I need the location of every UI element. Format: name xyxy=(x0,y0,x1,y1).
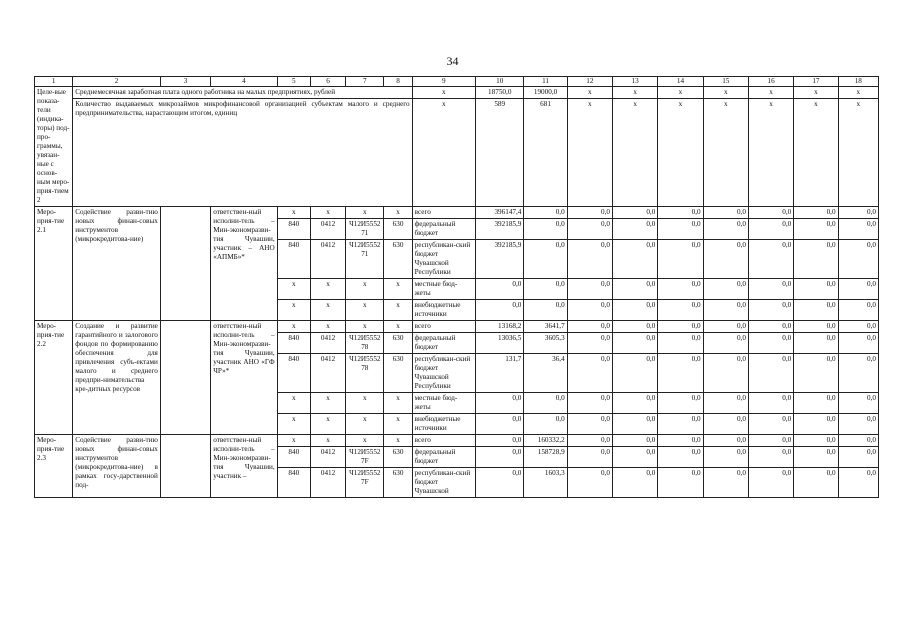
amount-cell: 0,0 xyxy=(613,468,658,498)
amount-cell: 0,0 xyxy=(748,207,793,219)
amount-cell: 0,0 xyxy=(476,435,524,447)
code-cell: x xyxy=(310,300,345,321)
measure-title: Создание и развитие гарантийного и залогового фондов по формированию обеспечения для привлечения субъ-ектами малого и среднего предпри-нимательства кре-дитных ресурсов xyxy=(73,321,161,435)
amount-cell: 0,0 xyxy=(748,393,793,414)
amount-cell: 0,0 xyxy=(794,354,838,393)
code-cell: 840 xyxy=(277,219,310,240)
indicator-value: x xyxy=(567,99,612,207)
amount-cell: 0,0 xyxy=(613,393,658,414)
code-cell: Ч12И5552 7F xyxy=(346,468,384,498)
funding-source: федеральный бюджет xyxy=(412,219,475,240)
amount-cell: 0,0 xyxy=(658,468,703,498)
measure-title: Содействие разви-тию новых финан-совых инструментов (микрокредитова-ние) в рамках госу-дарственной под- xyxy=(73,435,161,498)
measure-executor: ответствен-ный исполни-тель – Мин-экономразви-тия Чувашии, участник – xyxy=(211,435,277,498)
amount-cell: 0,0 xyxy=(524,219,567,240)
code-cell: Ч12И5552 71 xyxy=(346,219,384,240)
code-cell: x xyxy=(384,393,412,414)
empty-cell xyxy=(160,321,210,435)
funding-source: внебюджетные источники xyxy=(412,414,475,435)
amount-cell: 0,0 xyxy=(703,219,748,240)
funding-source: внебюджетные источники xyxy=(412,300,475,321)
measure-row xyxy=(35,321,879,333)
code-cell: x xyxy=(346,300,384,321)
funding-source: республикан-ский бюджет Чувашской Республики xyxy=(412,354,475,393)
amount-cell: 0,0 xyxy=(748,219,793,240)
indicator-value: x xyxy=(794,99,838,207)
amount-cell: 0,0 xyxy=(524,414,567,435)
amount-cell: 0,0 xyxy=(794,279,838,300)
measure-row xyxy=(35,207,879,219)
amount-cell: 0,0 xyxy=(613,333,658,354)
funding-source: федеральный бюджет xyxy=(412,333,475,354)
amount-cell: 0,0 xyxy=(838,354,878,393)
amount-cell: 0,0 xyxy=(794,300,838,321)
amount-cell: 0,0 xyxy=(703,333,748,354)
amount-cell: 0,0 xyxy=(613,321,658,333)
amount-cell: 0,0 xyxy=(524,240,567,279)
code-cell: x xyxy=(346,393,384,414)
indicator-row xyxy=(35,87,879,99)
code-cell: 840 xyxy=(277,333,310,354)
code-cell: x xyxy=(384,300,412,321)
amount-cell: 0,0 xyxy=(613,207,658,219)
amount-cell: 0,0 xyxy=(748,300,793,321)
funding-source: республикан-ский бюджет Чувашской Республики xyxy=(412,240,475,279)
indicator-value: x xyxy=(748,87,793,99)
amount-cell: 0,0 xyxy=(703,240,748,279)
amount-cell: 0,0 xyxy=(794,321,838,333)
code-cell: x xyxy=(277,300,310,321)
amount-cell: 0,0 xyxy=(567,447,612,468)
indicator-row xyxy=(35,99,879,207)
amount-cell: 0,0 xyxy=(838,279,878,300)
code-cell: 840 xyxy=(277,447,310,468)
funding-source: всего xyxy=(412,207,475,219)
amount-cell: 0,0 xyxy=(658,321,703,333)
code-cell: x xyxy=(310,279,345,300)
amount-cell: 0,0 xyxy=(703,393,748,414)
code-cell: x xyxy=(310,393,345,414)
amount-cell: 0,0 xyxy=(658,393,703,414)
code-cell: x xyxy=(277,321,310,333)
column-number: 16 xyxy=(748,77,793,87)
column-number-row xyxy=(35,77,879,87)
program-table xyxy=(34,76,879,498)
amount-cell: 0,0 xyxy=(567,219,612,240)
amount-cell: 0,0 xyxy=(703,435,748,447)
code-cell: x xyxy=(384,414,412,435)
amount-cell: 0,0 xyxy=(748,321,793,333)
amount-cell: 0,0 xyxy=(567,321,612,333)
indicator-value: x xyxy=(613,87,658,99)
column-number: 10 xyxy=(476,77,524,87)
amount-cell: 0,0 xyxy=(703,468,748,498)
empty-cell xyxy=(160,435,210,498)
amount-cell: 0,0 xyxy=(838,240,878,279)
funding-source: федеральный бюджет xyxy=(412,447,475,468)
amount-cell: 0,0 xyxy=(794,447,838,468)
amount-cell: 392185,9 xyxy=(476,240,524,279)
column-number: 2 xyxy=(73,77,161,87)
amount-cell: 13168,2 xyxy=(476,321,524,333)
code-cell: 0412 xyxy=(310,333,345,354)
page-number: 34 xyxy=(446,54,459,68)
amount-cell: 0,0 xyxy=(567,354,612,393)
amount-cell: 0,0 xyxy=(794,240,838,279)
amount-cell: 0,0 xyxy=(703,321,748,333)
amount-cell: 0,0 xyxy=(613,279,658,300)
amount-cell: 0,0 xyxy=(658,333,703,354)
column-number: 3 xyxy=(160,77,210,87)
amount-cell: 0,0 xyxy=(838,393,878,414)
indicator-value: 681 xyxy=(524,99,567,207)
column-number: 9 xyxy=(412,77,475,87)
measure-label: Меро-прия-тие 2.3 xyxy=(35,435,73,498)
amount-cell: 0,0 xyxy=(748,279,793,300)
code-cell: 0412 xyxy=(310,354,345,393)
measure-executor: ответствен-ный исполни-тель – Мин-экономразви-тия Чувашии, участник АНО «ГФ ЧР»* xyxy=(211,321,277,435)
code-cell: x xyxy=(346,321,384,333)
amount-cell: 0,0 xyxy=(838,447,878,468)
code-cell: 630 xyxy=(384,240,412,279)
funding-source: местные бюд-жеты xyxy=(412,393,475,414)
amount-cell: 131,7 xyxy=(476,354,524,393)
measure-row xyxy=(35,435,879,447)
amount-cell: 1603,3 xyxy=(524,468,567,498)
amount-cell: 0,0 xyxy=(567,393,612,414)
code-cell: 0412 xyxy=(310,240,345,279)
code-cell: x xyxy=(310,435,345,447)
amount-cell: 0,0 xyxy=(794,393,838,414)
amount-cell: 0,0 xyxy=(658,354,703,393)
amount-cell: 0,0 xyxy=(703,279,748,300)
code-cell: x xyxy=(384,207,412,219)
empty-cell xyxy=(160,207,210,321)
column-number: 12 xyxy=(567,77,612,87)
indicator-value: x xyxy=(412,99,475,207)
amount-cell: 0,0 xyxy=(524,393,567,414)
amount-cell: 0,0 xyxy=(658,435,703,447)
code-cell: 840 xyxy=(277,240,310,279)
amount-cell: 0,0 xyxy=(524,279,567,300)
code-cell: x xyxy=(310,414,345,435)
amount-cell: 0,0 xyxy=(748,354,793,393)
amount-cell: 0,0 xyxy=(748,333,793,354)
code-cell: 630 xyxy=(384,219,412,240)
amount-cell: 0,0 xyxy=(658,219,703,240)
code-cell: x xyxy=(277,279,310,300)
amount-cell: 0,0 xyxy=(476,414,524,435)
amount-cell: 0,0 xyxy=(794,468,838,498)
code-cell: x xyxy=(277,414,310,435)
amount-cell: 0,0 xyxy=(703,447,748,468)
amount-cell: 0,0 xyxy=(567,279,612,300)
code-cell: x xyxy=(384,279,412,300)
code-cell: x xyxy=(384,321,412,333)
code-cell: 0412 xyxy=(310,447,345,468)
code-cell: x xyxy=(277,435,310,447)
amount-cell: 392185,9 xyxy=(476,219,524,240)
column-number: 8 xyxy=(384,77,412,87)
code-cell: 630 xyxy=(384,447,412,468)
indicators-label: Целе-вые показа-тели (индика-торы) под-про-граммы, увязан-ные с основ-ным меро-прия-тием 2 xyxy=(35,87,73,207)
amount-cell: 0,0 xyxy=(703,354,748,393)
measure-label: Меро-прия-тие 2.1 xyxy=(35,207,73,321)
indicator-value: x xyxy=(838,87,878,99)
amount-cell: 0,0 xyxy=(658,300,703,321)
code-cell: x xyxy=(384,435,412,447)
measure-label: Меро-прия-тие 2.2 xyxy=(35,321,73,435)
column-number: 4 xyxy=(211,77,277,87)
code-cell: x xyxy=(346,279,384,300)
amount-cell: 0,0 xyxy=(613,435,658,447)
amount-cell: 0,0 xyxy=(567,240,612,279)
measure-title: Содействие разви-тию новых финан-совых инструментов (микрокредитова-ние) xyxy=(73,207,161,321)
amount-cell: 0,0 xyxy=(476,279,524,300)
code-cell: x xyxy=(277,207,310,219)
amount-cell: 0,0 xyxy=(567,300,612,321)
amount-cell: 0,0 xyxy=(476,447,524,468)
amount-cell: 0,0 xyxy=(613,414,658,435)
amount-cell: 0,0 xyxy=(838,468,878,498)
code-cell: x xyxy=(346,207,384,219)
table-body xyxy=(35,77,879,498)
amount-cell: 0,0 xyxy=(794,219,838,240)
indicator-value: 18750,0 xyxy=(476,87,524,99)
amount-cell: 0,0 xyxy=(838,414,878,435)
amount-cell: 0,0 xyxy=(703,207,748,219)
indicator-value: x xyxy=(613,99,658,207)
amount-cell: 3641,7 xyxy=(524,321,567,333)
amount-cell: 0,0 xyxy=(838,219,878,240)
amount-cell: 0,0 xyxy=(838,333,878,354)
amount-cell: 0,0 xyxy=(838,300,878,321)
funding-source: всего xyxy=(412,321,475,333)
amount-cell: 0,0 xyxy=(613,354,658,393)
column-number: 15 xyxy=(703,77,748,87)
amount-cell: 0,0 xyxy=(567,435,612,447)
amount-cell: 160332,2 xyxy=(524,435,567,447)
code-cell: 630 xyxy=(384,468,412,498)
amount-cell: 0,0 xyxy=(748,435,793,447)
column-number: 5 xyxy=(277,77,310,87)
code-cell: x xyxy=(277,393,310,414)
amount-cell: 0,0 xyxy=(838,207,878,219)
amount-cell: 0,0 xyxy=(567,207,612,219)
amount-cell: 0,0 xyxy=(658,207,703,219)
indicator-value: x xyxy=(748,99,793,207)
code-cell: 630 xyxy=(384,354,412,393)
amount-cell: 0,0 xyxy=(524,207,567,219)
amount-cell: 396147,4 xyxy=(476,207,524,219)
column-number: 13 xyxy=(613,77,658,87)
amount-cell: 0,0 xyxy=(748,414,793,435)
amount-cell: 0,0 xyxy=(748,447,793,468)
funding-source: республикан-ский бюджет Чувашской xyxy=(412,468,475,498)
indicator-value: x xyxy=(838,99,878,207)
indicator-value: x xyxy=(658,87,703,99)
code-cell: x xyxy=(310,207,345,219)
amount-cell: 0,0 xyxy=(476,300,524,321)
column-number: 11 xyxy=(524,77,567,87)
amount-cell: 0,0 xyxy=(658,240,703,279)
amount-cell: 0,0 xyxy=(658,279,703,300)
column-number: 17 xyxy=(794,77,838,87)
amount-cell: 0,0 xyxy=(658,414,703,435)
code-cell: Ч12И5552 7F xyxy=(346,447,384,468)
code-cell: 840 xyxy=(277,468,310,498)
column-number: 18 xyxy=(838,77,878,87)
column-number: 6 xyxy=(310,77,345,87)
amount-cell: 0,0 xyxy=(658,447,703,468)
amount-cell: 0,0 xyxy=(838,435,878,447)
amount-cell: 0,0 xyxy=(613,300,658,321)
amount-cell: 0,0 xyxy=(794,414,838,435)
amount-cell: 0,0 xyxy=(567,468,612,498)
code-cell: 630 xyxy=(384,333,412,354)
indicator-value: 19000,0 xyxy=(524,87,567,99)
amount-cell: 0,0 xyxy=(838,321,878,333)
indicator-value: x xyxy=(703,99,748,207)
amount-cell: 0,0 xyxy=(567,414,612,435)
indicator-value: x xyxy=(658,99,703,207)
amount-cell: 0,0 xyxy=(748,240,793,279)
amount-cell: 0,0 xyxy=(524,300,567,321)
measure-executor: ответствен-ный исполни-тель – Мин-экономразви-тия Чувашии, участник – АНО «АПМБ»* xyxy=(211,207,277,321)
amount-cell: 13036,5 xyxy=(476,333,524,354)
amount-cell: 0,0 xyxy=(794,333,838,354)
amount-cell: 0,0 xyxy=(476,393,524,414)
indicator-value: x xyxy=(412,87,475,99)
amount-cell: 36,4 xyxy=(524,354,567,393)
indicator-value: x xyxy=(794,87,838,99)
amount-cell: 0,0 xyxy=(703,300,748,321)
amount-cell: 0,0 xyxy=(794,207,838,219)
code-cell: 0412 xyxy=(310,468,345,498)
amount-cell: 0,0 xyxy=(613,447,658,468)
amount-cell: 0,0 xyxy=(613,219,658,240)
amount-cell: 3605,3 xyxy=(524,333,567,354)
amount-cell: 0,0 xyxy=(567,333,612,354)
indicator-text: Количество выдаваемых микрозаймов микрофинансовой организацией субъектам малого и среднего предпринимательства, нарастающим итогом, единиц xyxy=(73,99,412,207)
indicator-value: x xyxy=(703,87,748,99)
amount-cell: 158728,9 xyxy=(524,447,567,468)
code-cell: x xyxy=(310,321,345,333)
column-number: 1 xyxy=(35,77,73,87)
code-cell: x xyxy=(346,435,384,447)
indicator-text: Среднемесячная заработная плата одного работника на малых предприятиях, рублей xyxy=(73,87,412,99)
code-cell: Ч12И5552 78 xyxy=(346,354,384,393)
indicator-value: x xyxy=(567,87,612,99)
column-number: 7 xyxy=(346,77,384,87)
column-number: 14 xyxy=(658,77,703,87)
amount-cell: 0,0 xyxy=(794,435,838,447)
code-cell: Ч12И5552 71 xyxy=(346,240,384,279)
amount-cell: 0,0 xyxy=(748,468,793,498)
indicator-value: 589 xyxy=(476,99,524,207)
funding-source: местные бюд-жеты xyxy=(412,279,475,300)
funding-source: всего xyxy=(412,435,475,447)
code-cell: Ч12И5552 78 xyxy=(346,333,384,354)
code-cell: 840 xyxy=(277,354,310,393)
amount-cell: 0,0 xyxy=(703,414,748,435)
code-cell: 0412 xyxy=(310,219,345,240)
code-cell: x xyxy=(346,414,384,435)
amount-cell: 0,0 xyxy=(613,240,658,279)
amount-cell: 0,0 xyxy=(476,468,524,498)
